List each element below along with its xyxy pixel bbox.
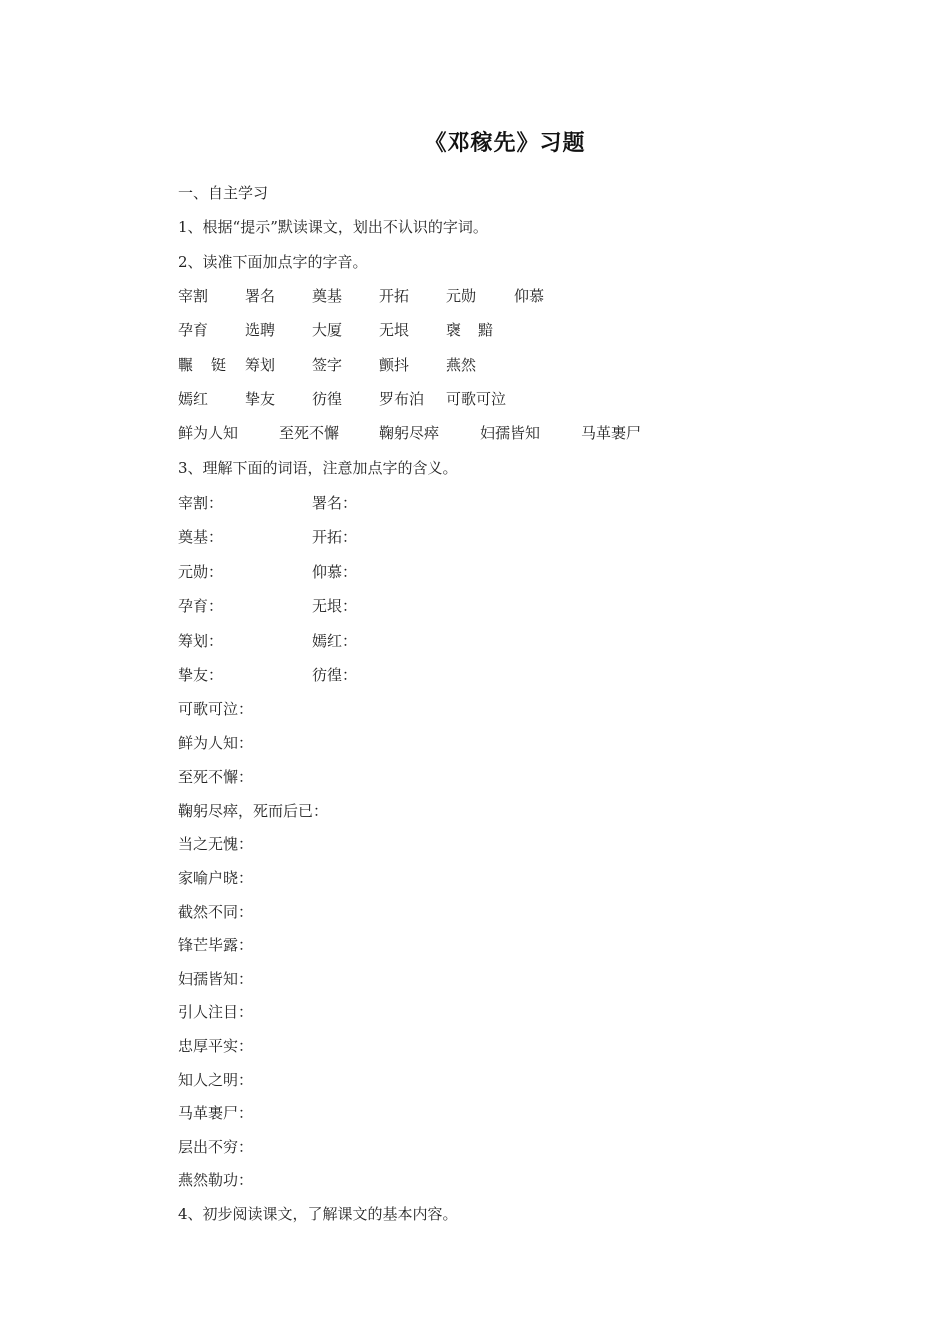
pron-word: 至死不懈	[279, 424, 340, 442]
pron-word: 嫣红	[178, 390, 209, 408]
definition-term: 燕然勒功：	[178, 1171, 254, 1189]
definition-term: 马革裹尸：	[178, 1104, 254, 1122]
pron-word: 铤	[211, 356, 227, 374]
pron-word: 颤抖	[379, 356, 410, 374]
definition-term: 嫣红：	[312, 632, 358, 650]
pron-word: 大厦	[312, 321, 343, 339]
pron-word: 鞠躬尽瘁	[379, 424, 440, 442]
definition-term: 忠厚平实：	[178, 1037, 254, 1055]
definition-term: 鲜为人知：	[178, 734, 254, 752]
pron-word: 罗布泊	[379, 390, 425, 408]
definition-term: 当之无愧：	[178, 835, 254, 853]
definition-term: 可歌可泣：	[178, 700, 254, 718]
definition-term: 宰割：	[178, 494, 224, 512]
definition-term: 至死不懈：	[178, 768, 254, 786]
question-4: 4、初步阅读课文，了解课文的基本内容。	[178, 1205, 458, 1223]
page-title: 《邓稼先》习题	[424, 131, 586, 156]
definition-term: 挚友：	[178, 666, 224, 684]
definition-term: 元勋：	[178, 563, 224, 581]
pron-word: 可歌可泣	[446, 390, 507, 408]
definition-term: 妇孺皆知：	[178, 970, 254, 988]
pron-word: 马革裹尸	[581, 424, 642, 442]
pron-word: 黯	[478, 321, 494, 339]
pron-word: 奠基	[312, 287, 343, 305]
pron-word: 仰慕	[514, 287, 545, 305]
pron-word: 元勋	[446, 287, 477, 305]
pron-word: 开拓	[379, 287, 410, 305]
definition-term: 截然不同：	[178, 903, 254, 921]
pron-word: 孕育	[178, 321, 209, 339]
question-2: 2、读准下面加点字的字音。	[178, 253, 368, 271]
pron-word: 无垠	[379, 321, 410, 339]
question-1: 1、根据“提示”默读课文，划出不认识的字词。	[178, 218, 488, 236]
pron-word: 签字	[312, 356, 343, 374]
definition-term: 奠基：	[178, 528, 224, 546]
pron-word: 妇孺皆知	[480, 424, 541, 442]
definition-term: 家喻户晓：	[178, 869, 254, 887]
pron-word: 署名	[245, 287, 276, 305]
definition-term: 筹划：	[178, 632, 224, 650]
definition-term: 锋芒毕露：	[178, 936, 254, 954]
definition-term: 引人注目：	[178, 1003, 254, 1021]
pron-word: 挚友	[245, 390, 276, 408]
definition-term: 知人之明：	[178, 1071, 254, 1089]
pron-word: 囅	[178, 356, 194, 374]
pron-word: 襃	[446, 321, 462, 339]
pron-word: 选聘	[245, 321, 276, 339]
definition-term: 层出不穷：	[178, 1138, 254, 1156]
pron-word: 燕然	[446, 356, 477, 374]
definition-term: 鞠躬尽瘁，死而后已：	[178, 802, 329, 820]
definition-term: 无垠：	[312, 597, 358, 615]
pron-word: 鲜为人知	[178, 424, 239, 442]
pron-word: 彷徨	[312, 390, 343, 408]
pron-word: 筹划	[245, 356, 276, 374]
question-3: 3、理解下面的词语，注意加点字的含义。	[178, 459, 458, 477]
section-heading: 一、自主学习	[178, 184, 269, 202]
definition-term: 署名：	[312, 494, 358, 512]
pron-word: 宰割	[178, 287, 209, 305]
definition-term: 开拓：	[312, 528, 358, 546]
definition-term: 孕育：	[178, 597, 224, 615]
definition-term: 彷徨：	[312, 666, 358, 684]
definition-term: 仰慕：	[312, 563, 358, 581]
